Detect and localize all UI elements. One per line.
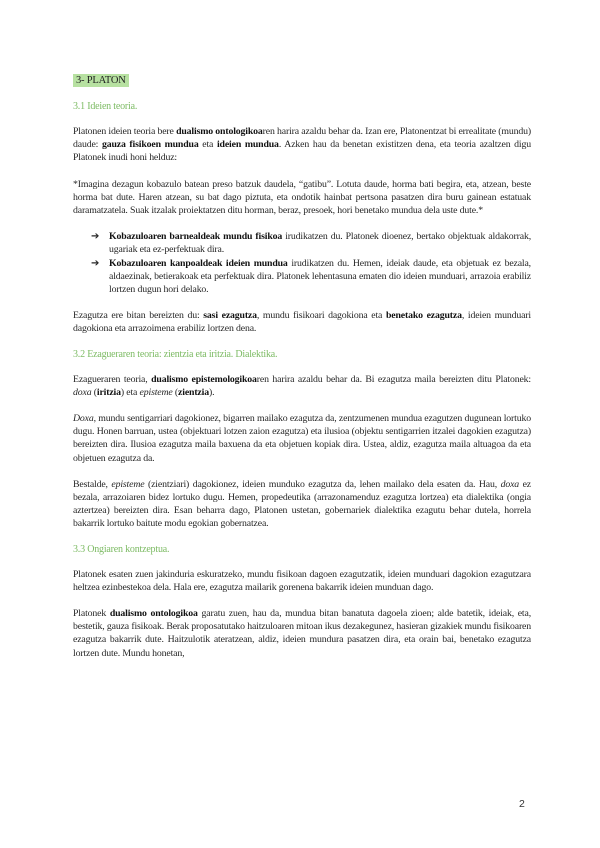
- paragraph-kobazulo-quote: *Imagina dezagun kobazulo batean preso batzuk daudela, “gatibu”. Lotuta daude, horma bati begira, eta, atzean, beste horma bat dute. Haren atzean, su bat dago piztuta, eta ondotik hainbat pertsona pasatzen dira buru gainean estatuak daramatzatela. Suak itzalak proiektatzen ditu horman, beraz, presoek, hori benetako mundua dela uste dute.*: [73, 178, 531, 217]
- chapter-heading: 3- PLATON: [73, 74, 129, 87]
- paragraph-dualismo-epistemologikoa: Ezagueraren teoria, dualismo epistemologikoaren harira azaldu behar da. Bi ezagutza maila bereizten ditu Platonek: doxa (iritzia) eta episteme (zientzia).: [73, 373, 532, 398]
- section-title-ezagueraren-teoria: 3.2 Ezagueraren teoria: zientzia eta iritzia. Dialektika.: [73, 348, 278, 360]
- document-page: [73, 70, 531, 673]
- arrow-right-icon: ➔: [91, 231, 100, 243]
- arrow-right-icon: ➔: [91, 257, 100, 269]
- paragraph-ezagutza-bitan: Ezagutza ere bitan bereizten du: sasi ezagutza, mundu fisikoari dagokiona eta benetako ezagutza, ideien munduari dagokiona eta arrazoimena erabiliz lortzen dena.: [73, 310, 531, 335]
- paragraph-episteme: Bestalde, episteme (zientziari) dagokionez, ideien munduko ezagutza da, lehen mailako dela esaten da. Hau, doxa ez bezala, arrazoiaren bidez lortuko dugu. Hemen, propedeutika (arrazonamenduz ezagutza lortzea) eta dialektika (ongia aztertzea) bereizten dira. Esan beharra dago, Platonen ustetan, gobernariek dialektika ezagutu behar dutela, horrela bakarrik lortuko baitute modu egokian gobernatzea.: [73, 478, 531, 530]
- list-item: ➔ Kobazuloaren barnealdeak mundu fisikoa irudikatzen du. Platonek dioenez, bertako objektuak aldakorrak, ugariak eta ez-perfektuak dira.: [91, 231, 531, 256]
- paragraph-jakinduria: Platonek esaten zuen jakinduria eskuratzeko, mundu fisikoan dagoen ezagutzatik, ideien munduari dagokion ezagutzara heltzea ezinbestekoa dela. Hala ere, ezagutza mailarik gorenena bakarrik ideien munduan dago.: [73, 568, 531, 593]
- arrow-list: [73, 230, 531, 296]
- paragraph-doxa: Doxa, mundu sentigarriari dagokionez, bigarren mailako ezagutza da, zentzumenen mundua ezagutzen dugunean lortuko dugu. Honen barruan, ustea (objektuari lotzen zaion ezagutza) eta ilusioa (objektu sentigarrien itzalei dagokien ezagutza) bereizten dira. Ilusioa ezagutza maila baxuena da eta objetuen kopiak dira. Ustea, aldiz, ezagutza maila altuagoa da eta objetuen ezagutza da.: [73, 413, 531, 464]
- paragraph-dualismo-ontologikoa: Platonen ideien teoria bere dualismo ontologikoaren harira azaldu behar da. Izan ere, Platonentzat bi errealitate (mundu) daude: gauza fisikoen mundua eta ideien mundua. Azken hau da benetan existitzen dena, eta teoria azaltzen digu Platonek inudi honi helduz:: [73, 126, 531, 164]
- page-number: 2: [519, 798, 525, 810]
- paragraph-platonek-dualismo: Platonek dualismo ontologikoa garatu zuen, hau da, mundua bitan banatuta dagoela zioen; alde batetik, ideiak, eta, bestetik, gauza fisikoak. Berak proposatutako haitzuloaren mitoan ikus dezakegunez, hasieran gizakiek mundu fisikoaren ezagutza bakarrik dute. Haitzulotik ateratzean, aldiz, ideien mundura pasatzen dira, eta orain bai, benetako ezagutza lortzen dute. Mundu honetan,: [73, 608, 531, 659]
- section-title-ideien-teoria: 3.1 Ideien teoria.: [73, 101, 138, 112]
- section-title-ongiaren-kontzeptua: 3.3 Ongiaren kontzeptua.: [73, 543, 170, 555]
- chapter-heading-wrap: [73, 70, 531, 88]
- list-item: ➔ Kobazuloaren kanpoaldeak ideien mundua irudikatzen du. Hemen, ideiak daude, eta objetuak ez bezala, aldaezinak, betierakoak eta perfektuak dira. Platonek lehentasuna ematen dio ideien munduari, arrazoia erabiliz lortzen dugun hori delako.: [91, 257, 531, 296]
